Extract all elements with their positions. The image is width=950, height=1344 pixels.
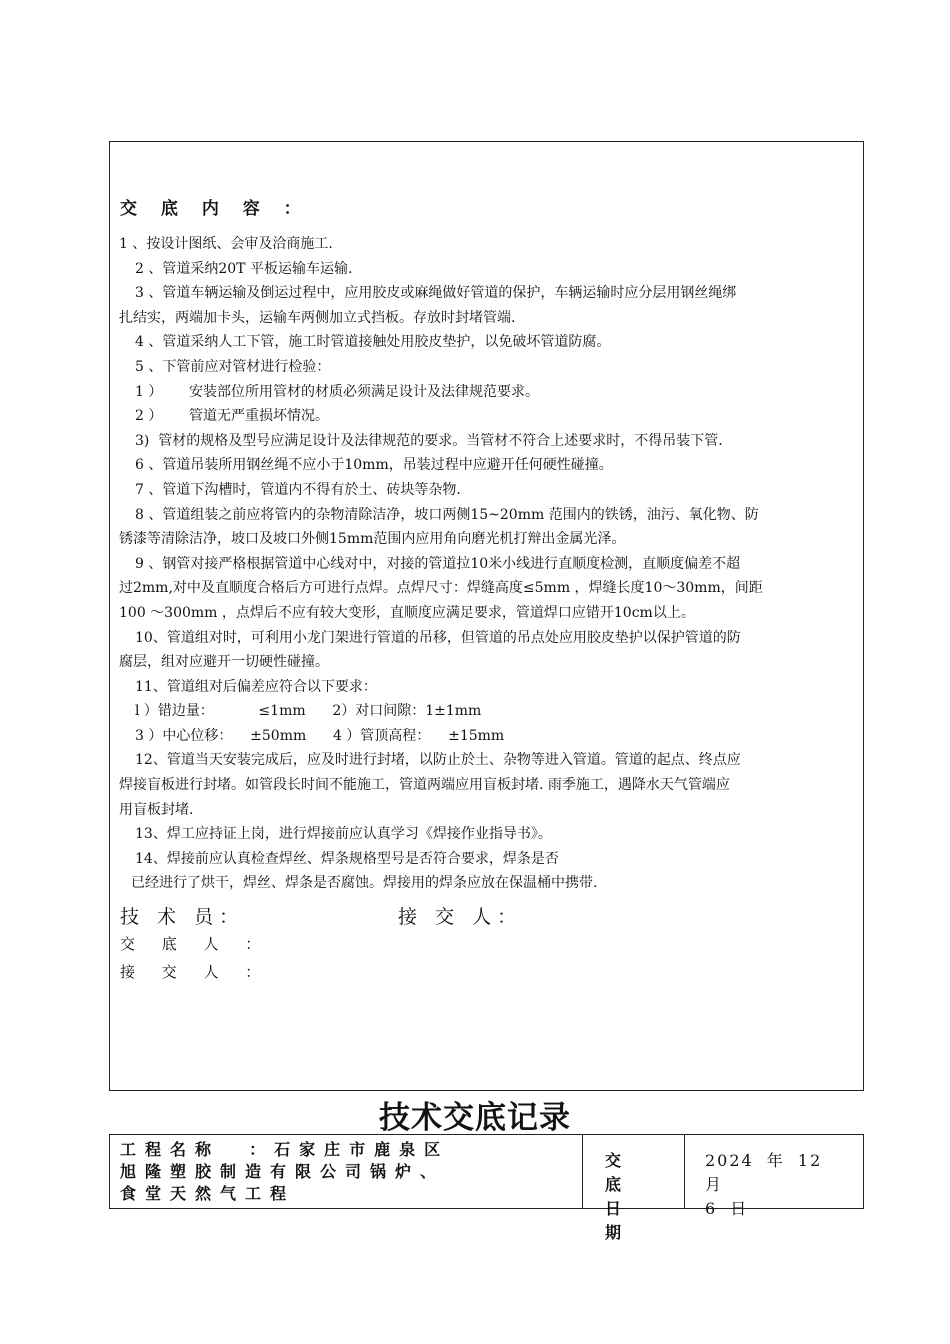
technician-label: 技 术 员： bbox=[120, 906, 245, 928]
project-name-line: 食堂天然气工程 bbox=[120, 1184, 296, 1203]
content-line: 过2mm,对中及直顺度合格后方可进行点焊。点焊尺寸：焊缝高度≤5mm ，焊缝长度10～30mm，间距 bbox=[119, 580, 763, 597]
content-line: 100 ～300mm ，点焊后不应有较大变形，直顺度应满足要求，管道焊口应错开10cm以上。 bbox=[119, 604, 695, 621]
content-line: 用盲板封堵. bbox=[119, 801, 194, 818]
project-name-line: 旭隆塑胶制造有限公司锅炉、 bbox=[120, 1162, 446, 1181]
project-name-line: 工程名称 ：石家庄市鹿泉区 bbox=[120, 1140, 450, 1159]
content-line: 10、管道组对时，可利用小龙门架进行管道的吊移，但管道的吊点处应用胶皮垫护以保护管道的防 bbox=[135, 629, 741, 646]
date-label-line: 交 底 bbox=[605, 1151, 636, 1194]
handover-by-label: 交 底 人 ： bbox=[120, 935, 272, 953]
record-title: 技术交底记录 bbox=[379, 1100, 571, 1136]
content-heading: 交 底 内 容 ： bbox=[120, 199, 310, 219]
content-line: 1 ） 安装部位所用管材的材质必须满足设计及法律规范要求。 bbox=[135, 383, 540, 400]
signature-block bbox=[120, 902, 850, 986]
content-line: 14、焊接前应认真检查焊丝、焊条规格型号是否符合要求，焊条是否 bbox=[135, 850, 559, 867]
content-line: 3 ）中心位移： ±50mm 4 ）管顶高程： ±15mm bbox=[135, 727, 505, 744]
content-box bbox=[109, 141, 864, 1091]
content-line: 8 、管道组装之前应将管内的杂物清除洁净，坡口两侧15~20mm 范围内的铁锈，油污、氧化物、防 bbox=[135, 506, 759, 523]
receiver-label: 接 交 人： bbox=[398, 906, 523, 928]
content-line: 3) 管材的规格及型号应满足设计及法律规范的要求。当管材不符合上述要求时，不得吊装下管. bbox=[135, 432, 723, 449]
date-value-line: 6 日 bbox=[705, 1199, 749, 1218]
content-line: 焊接盲板进行封堵。如管段长时间不能施工，管道两端应用盲板封堵. 雨季施工，遇降水天气管端应 bbox=[119, 777, 730, 794]
date-label-line: 日 期 bbox=[605, 1199, 636, 1242]
header-table bbox=[109, 1134, 864, 1242]
content-line: 6 、管道吊装所用钢丝绳不应小于10mm，吊装过程中应避开任何硬性碰撞。 bbox=[135, 457, 613, 474]
content-line: 2 ） 管道无严重损坏情况。 bbox=[135, 408, 330, 425]
content-line: 9 、钢管对接严格根据管道中心线对中，对接的管道拉10米小线进行直顺度检测，直顺度偏差不超 bbox=[135, 555, 741, 572]
content-line: 锈漆等清除洁净，坡口及坡口外侧15mm范围内应用角向磨光机打辩出金属光泽。 bbox=[119, 531, 626, 548]
content-line: 4 、管道采纳人工下管，施工时管道接触处用胶皮垫护，以免破坏管道防腐。 bbox=[135, 334, 611, 351]
content-line: 11、管道组对后偏差应符合以下要求： bbox=[135, 678, 377, 695]
content-line: 12、管道当天安装完成后，应及时进行封堵，以防止於土、杂物等进入管道。管道的起点、终点应 bbox=[135, 752, 741, 769]
date-value-line: 2024 年 12 月 bbox=[705, 1151, 823, 1194]
signature-row bbox=[120, 902, 850, 930]
content-line: 7 、管道下沟槽时，管道内不得有於土、砖块等杂物. bbox=[135, 481, 461, 498]
received-by-label: 接 交 人 ： bbox=[120, 963, 272, 981]
content-line: 5 、下管前应对管材进行检验： bbox=[135, 358, 331, 375]
content-lines bbox=[119, 232, 857, 896]
content-line: 腐层，组对应避开一切硬性碰撞。 bbox=[119, 654, 329, 671]
content-line: 13、焊工应持证上岗，进行焊接前应认真学习《焊接作业指导书》。 bbox=[135, 826, 552, 843]
project-name-cell bbox=[110, 1135, 583, 1208]
content-line: 已经进行了烘干，焊丝、焊条是否腐蚀。焊接用的焊条应放在保温桶中携带. bbox=[131, 875, 598, 892]
content-line: 扎结实，两端加卡头，运输车两侧加立式挡板。存放时封堵管端. bbox=[119, 309, 516, 326]
content-line: 1 、按设计图纸、会审及洽商施工. bbox=[119, 236, 333, 252]
date-value-cell bbox=[685, 1135, 863, 1218]
date-label-cell bbox=[583, 1135, 685, 1242]
content-line: 2 、管道采纳20T 平板运输车运输. bbox=[135, 260, 353, 277]
content-line: l ）错边量： ≤1mm 2）对口间隙：1±1mm bbox=[135, 703, 482, 720]
content-line: 3 、管道车辆运输及倒运过程中，应用胶皮或麻绳做好管道的保护，车辆运输时应分层用钢丝绳绑 bbox=[135, 285, 737, 302]
